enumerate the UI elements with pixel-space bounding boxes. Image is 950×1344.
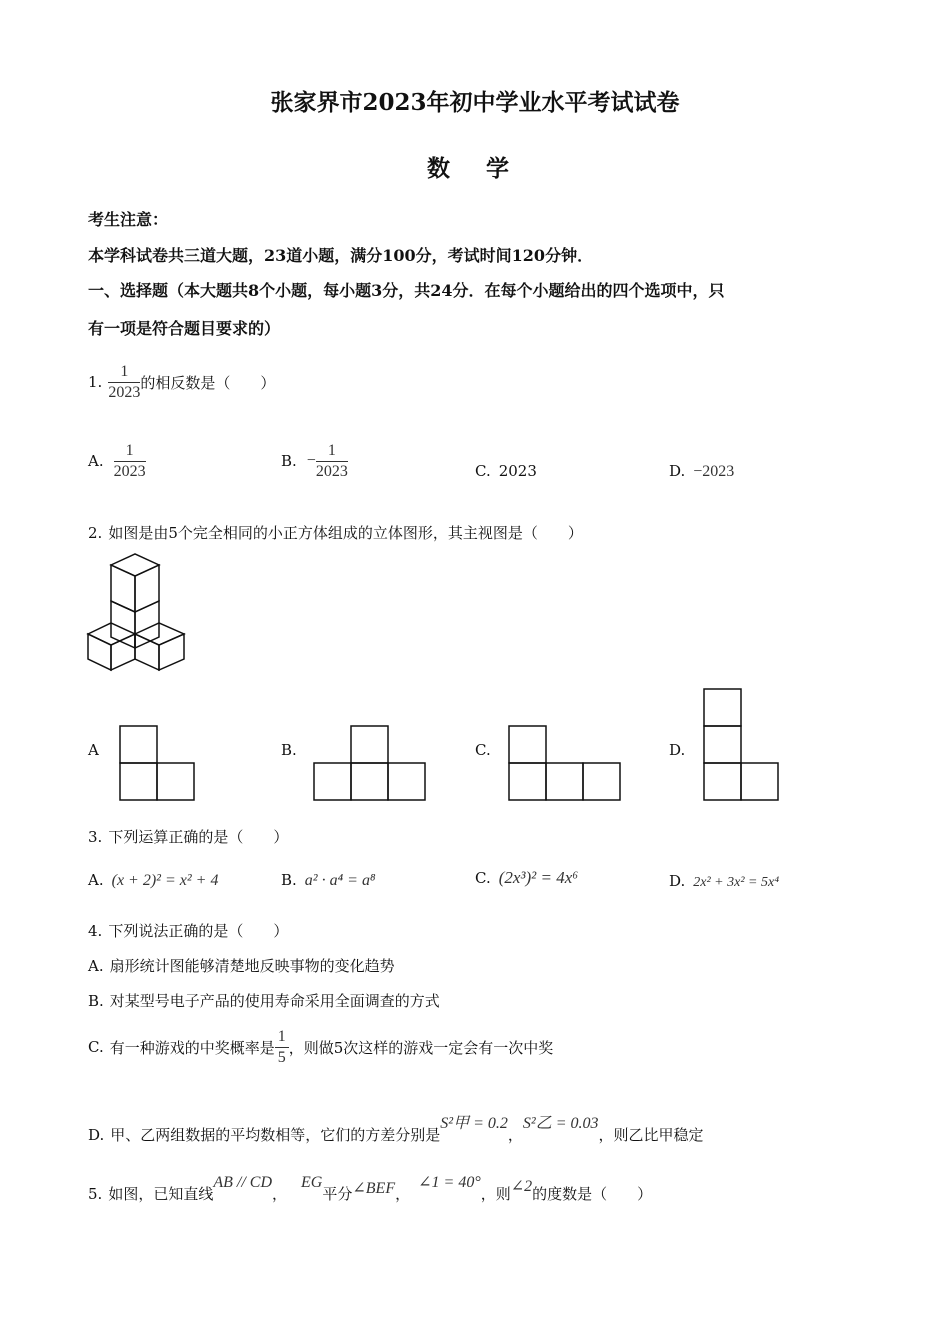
option-label: B. — [281, 871, 297, 889]
cube-left-face — [111, 565, 135, 612]
fraction — [275, 1027, 289, 1068]
q2-option-b-label[interactable]: B. — [281, 741, 297, 759]
cube-right-face — [159, 634, 184, 670]
notice-text: 本学科试卷共三道大题，23道小题，满分100分，考试时间120分钟． — [88, 246, 594, 265]
question-stem: 的度数是（ ） — [532, 1185, 653, 1203]
fraction-denominator: 2023 — [108, 383, 141, 401]
notice-label: 考生注意： — [88, 210, 169, 229]
question-3 — [88, 826, 288, 847]
cube-right-face — [135, 565, 159, 612]
q4-option-d[interactable] — [88, 1115, 704, 1145]
option-text: 甲、乙两组数据的平均数相等，它们的方差分别是 — [110, 1126, 441, 1144]
option-text: ，则乙比甲稳定 — [598, 1126, 704, 1144]
separator: ，则 — [480, 1185, 511, 1203]
q1-option-d[interactable] — [669, 462, 734, 481]
option-label: C. — [475, 869, 491, 887]
q4-option-b[interactable] — [88, 990, 440, 1011]
section-heading-line1: 一、选择题（本大题共8个小题，每小题3分，共24分．在每个小题给出的四个选项中，只 — [88, 281, 725, 300]
option-label: C. — [88, 1038, 104, 1056]
exam-title: 张家界市2023年初中学业水平考试试卷 — [270, 89, 680, 116]
fraction-numerator: 1 — [316, 441, 348, 462]
option-label: A. — [88, 452, 104, 470]
question-number: 2. — [88, 524, 103, 542]
q2-option-a-figure[interactable] — [118, 724, 198, 804]
question-number: 3. — [88, 828, 103, 846]
fraction — [114, 441, 146, 482]
q2-option-c-label[interactable]: C. — [475, 741, 491, 759]
minus-sign: − — [306, 452, 316, 469]
q3-option-d[interactable] — [669, 872, 779, 891]
math-angle-2: ∠2 — [510, 1178, 533, 1195]
math-parallel: AB // CD — [213, 1174, 272, 1191]
fraction-numerator: 1 — [114, 441, 146, 462]
question-number: 1. — [88, 373, 103, 391]
question-stem: 下列说法正确的是（ ） — [108, 922, 289, 940]
question-4 — [88, 920, 288, 941]
fraction — [108, 362, 140, 403]
question-stem: 平分 — [322, 1185, 353, 1203]
option-text: 对某型号电子产品的使用寿命采用全面调查的方式 — [109, 992, 440, 1010]
option-value: 2023 — [498, 462, 537, 480]
question-5 — [88, 1174, 653, 1204]
q2-option-c-figure[interactable] — [507, 724, 625, 804]
option-label: A. — [88, 871, 104, 889]
q2-option-d-label[interactable]: D. — [669, 741, 686, 759]
question-stem: 如图，已知直线 — [108, 1185, 214, 1203]
option-expression: (x + 2)² = x² + 4 — [111, 872, 219, 889]
separator: ， — [395, 1185, 411, 1203]
q3-option-c[interactable] — [475, 868, 578, 888]
separator: ， — [272, 1185, 288, 1203]
q2-option-b-figure[interactable] — [312, 724, 430, 804]
option-label: D. — [88, 1126, 105, 1144]
question-stem: 下列运算正确的是（ ） — [108, 828, 289, 846]
q4-option-c[interactable] — [88, 1022, 553, 1072]
cube-top-face — [111, 554, 159, 576]
option-label: B. — [88, 992, 104, 1010]
option-label: D. — [669, 462, 686, 480]
fraction — [316, 441, 348, 482]
option-label: C. — [475, 462, 491, 480]
variance-yi: S²乙 = 0.03 — [522, 1115, 599, 1132]
fraction-numerator: 1 — [108, 362, 140, 383]
section-heading-line2: 有一项是符合题目要求的） — [88, 319, 281, 338]
option-text: 有一种游戏的中奖概率是 — [109, 1038, 275, 1057]
question-stem: 如图是由5个完全相同的小正方体组成的立体图形，其主视图是（ ） — [108, 524, 583, 542]
option-label: A. — [88, 957, 104, 975]
option-value: −2023 — [693, 463, 735, 480]
question-stem: 的相反数是（ ） — [140, 373, 276, 392]
math-eg: EG — [301, 1174, 323, 1191]
q1-option-b[interactable] — [281, 436, 348, 486]
fraction-denominator: 2023 — [315, 462, 348, 480]
cube-left-face — [88, 634, 111, 670]
option-expression: 2x² + 3x² = 5x⁴ — [693, 875, 780, 890]
question-number: 4. — [88, 922, 103, 940]
fraction-denominator: 5 — [277, 1048, 286, 1066]
option-label: B. — [281, 452, 297, 470]
q3-option-a[interactable] — [88, 871, 218, 890]
question-2 — [88, 522, 583, 543]
option-text: 扇形统计图能够清楚地反映事物的变化趋势 — [109, 957, 395, 975]
q4-option-a[interactable] — [88, 955, 395, 976]
option-text: ，则做5次这样的游戏一定会有一次中奖 — [288, 1038, 554, 1057]
option-expression: (2x³)² = 4x⁶ — [498, 868, 579, 887]
math-angle-1: ∠1 = 40° — [418, 1174, 481, 1191]
option-label: D. — [669, 872, 686, 890]
option-expression: a² · a⁴ = a⁸ — [304, 872, 376, 889]
q1-option-a[interactable] — [88, 436, 146, 486]
fraction-denominator: 2023 — [113, 462, 146, 480]
q2-option-d-figure[interactable] — [702, 687, 782, 805]
q1-option-c[interactable] — [475, 462, 537, 480]
math-angle-bef: ∠BEF — [352, 1180, 396, 1197]
q3-option-b[interactable] — [281, 871, 376, 890]
fraction-numerator: 1 — [275, 1027, 289, 1048]
q2-option-a-label[interactable]: A — [88, 741, 99, 759]
cube-stack-figure — [80, 548, 200, 678]
question-1 — [88, 352, 275, 412]
question-number: 5. — [88, 1185, 103, 1203]
variance-jia: S²甲 = 0.2 — [440, 1115, 508, 1132]
separator: ， — [507, 1126, 523, 1144]
subject-title: 数 学 — [426, 155, 523, 182]
